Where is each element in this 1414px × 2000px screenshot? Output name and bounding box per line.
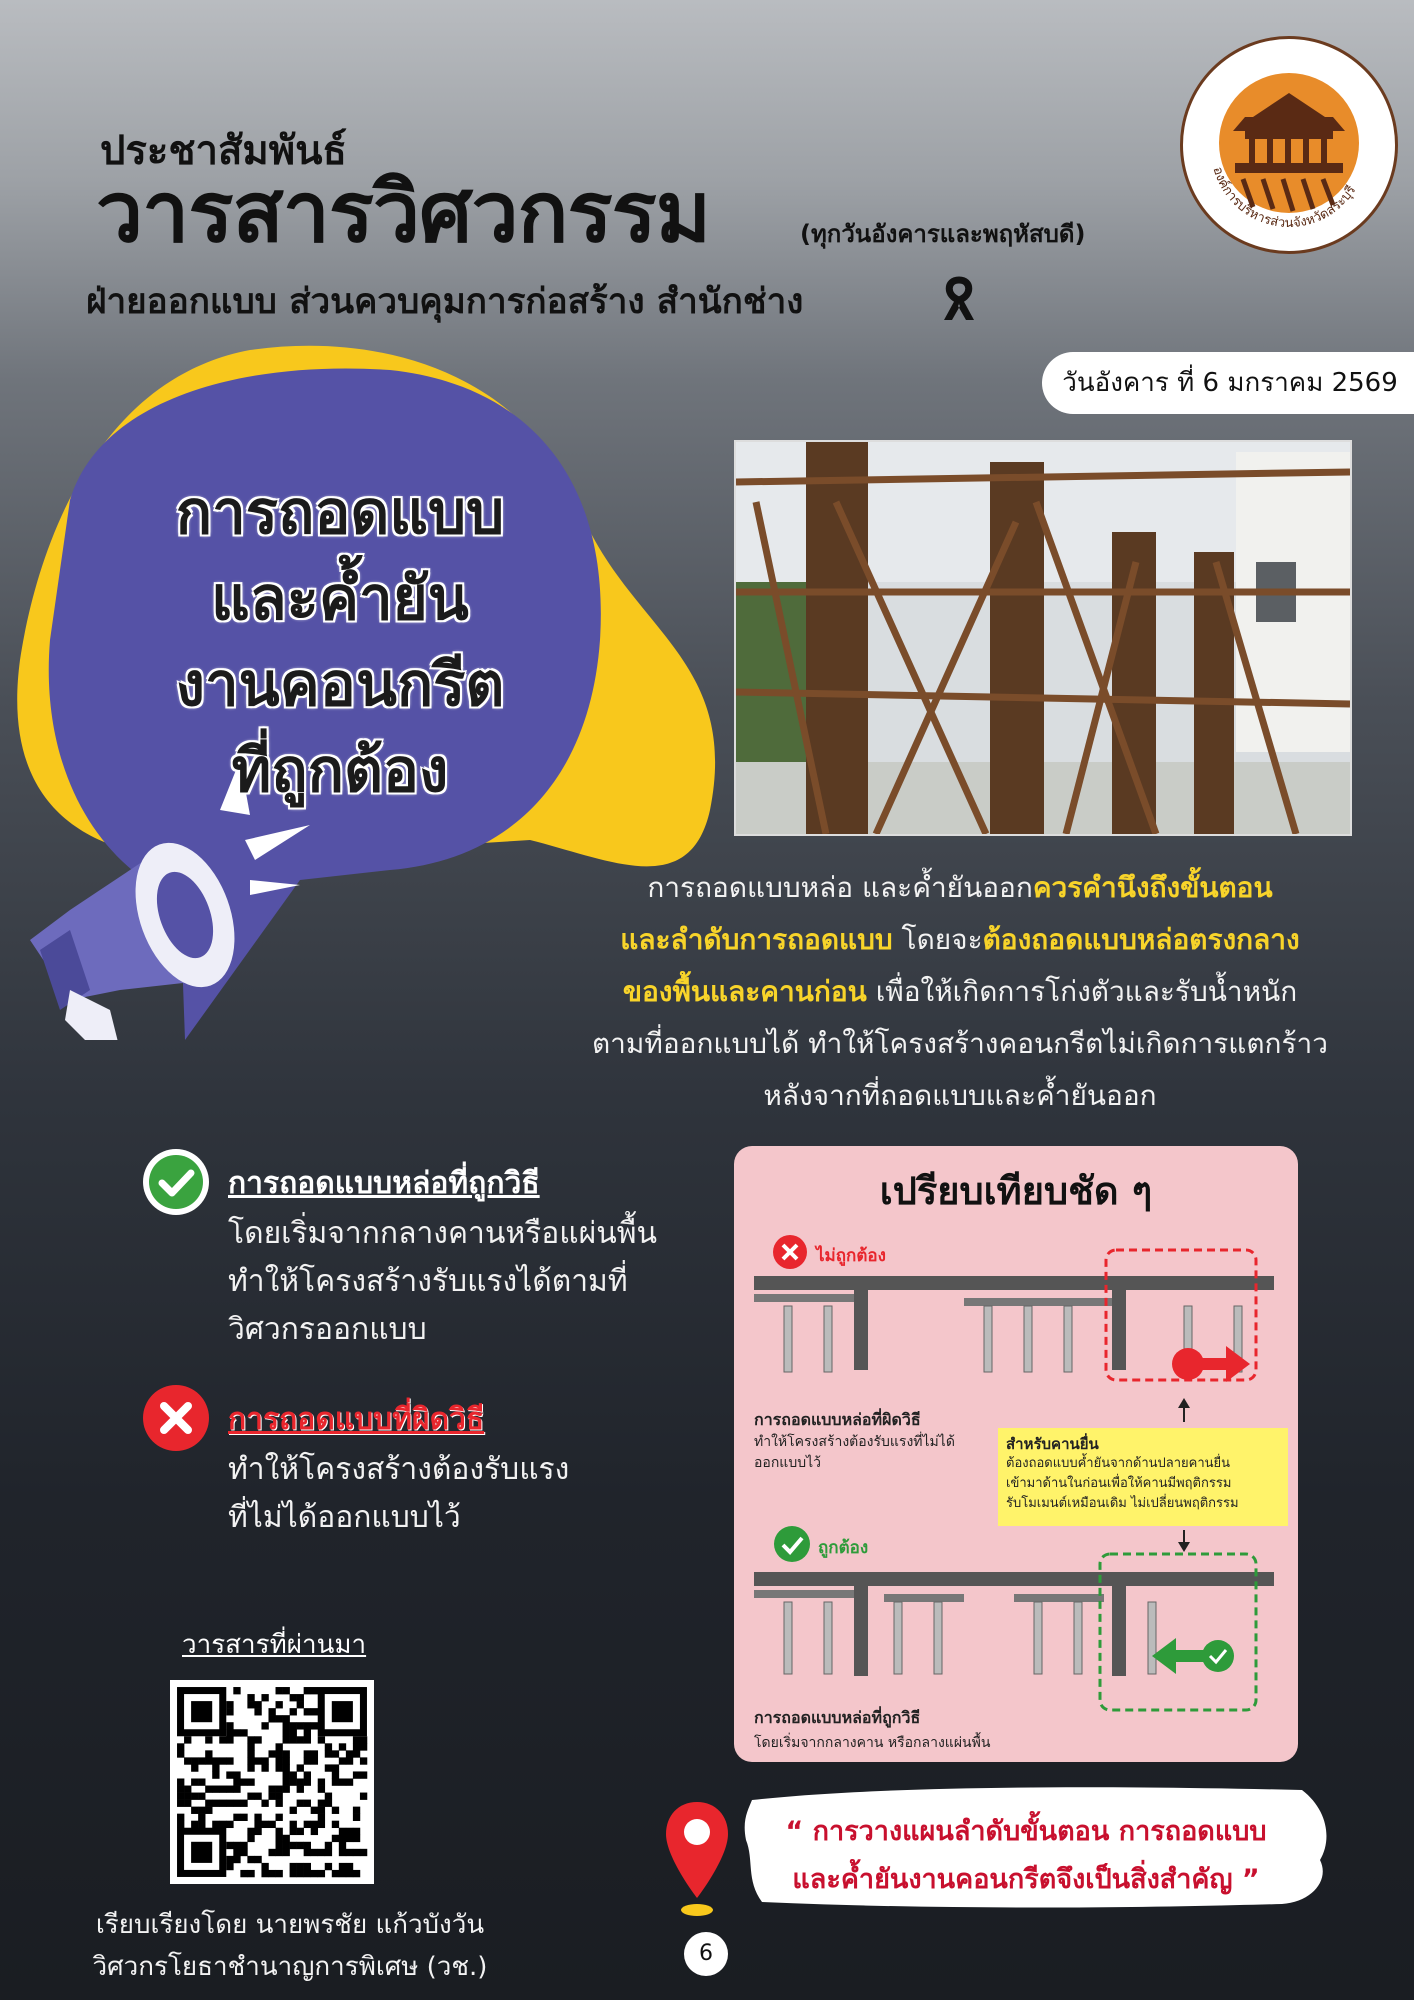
intro-highlight: ของพื้นและคานก่อน xyxy=(622,975,867,1008)
correct-tag-icon xyxy=(774,1526,810,1562)
intro-text: เพื่อให้เกิดการโก่งตัวและรับน้ำหนัก xyxy=(866,975,1298,1008)
correct-line: ทำให้โครงสร้างรับแรงได้ตามที่ xyxy=(228,1264,628,1299)
comparison-title: เปรียบเทียบชัด ๆ xyxy=(879,1169,1153,1213)
intro-text: ตามที่ออกแบบได้ ทำให้โครงสร้างคอนกรีตไม่เกิดการแตกร้าว xyxy=(592,1027,1328,1060)
author-title: วิศวกรโยธาชำนาญการพิเศษ (วช.) xyxy=(92,1952,488,1982)
department-text: ฝ่ายออกแบบ ส่วนควบคุมการก่อสร้าง สำนักช่าง xyxy=(86,282,804,322)
pr-label: ประชาสัมพันธ์ xyxy=(100,128,347,174)
wrong-caption-title: การถอดแบบหล่อที่ผิดวิธี xyxy=(754,1410,921,1429)
note-line: รับโมเมนต์เหมือนเดิม ไม่เปลี่ยนพฤติกรรม xyxy=(1006,1496,1239,1511)
correct-method-body xyxy=(228,1210,657,1354)
arrow-left-icon xyxy=(1152,1638,1234,1674)
intro-highlight: และลำดับการถอดแบบ xyxy=(620,923,893,956)
intro-text: โดยจะ xyxy=(892,923,983,956)
page-number: 6 xyxy=(684,1932,728,1976)
seal-text: องค์การบริหารส่วนจังหวัดสระบุรี xyxy=(1209,165,1360,232)
wrong-method-body xyxy=(228,1446,569,1542)
wrong-line: ที่ไม่ได้ออกแบบไว้ xyxy=(228,1500,461,1535)
quote-line: “ การวางแผนลำดับขั้นตอน การถอดแบบ xyxy=(785,1816,1267,1847)
issue-date: วันอังคาร ที่ 6 มกราคม 2569 xyxy=(1042,352,1414,414)
correct-line: วิศวกรออกแบบ xyxy=(228,1312,427,1347)
wrong-caption-line: ออกแบบไว้ xyxy=(754,1455,821,1471)
journal-title: วารสารวิศวกรรม xyxy=(96,163,711,261)
schedule-text: (ทุกวันอังคารและพฤหัสบดี) xyxy=(800,220,1086,248)
formwork-photo xyxy=(734,440,1352,836)
correct-caption-line: โดยเริ่มจากกลางคาน หรือกลางแผ่นพื้น xyxy=(754,1735,991,1751)
author-credit xyxy=(70,1904,510,1988)
org-seal-logo xyxy=(1180,36,1398,254)
bubble-title-line: งานคอนกรีต xyxy=(175,650,505,720)
bubble-title xyxy=(120,470,560,814)
quote-line: และค้ำยันงานคอนกรีตจึงเป็นสิ่งสำคัญ ” xyxy=(792,1864,1260,1895)
intro-highlight: ต้องถอดแบบหล่อตรงกลาง xyxy=(982,923,1300,956)
cantilever-note-body xyxy=(1006,1454,1239,1514)
wrong-tag-icon xyxy=(773,1235,807,1269)
intro-highlight: ควรคำนึงถึงขั้นตอน xyxy=(1032,871,1273,904)
bubble-title-line: และค้ำยัน xyxy=(211,564,469,634)
check-circle-icon xyxy=(140,1146,212,1218)
correct-tag-label: ถูกต้อง xyxy=(818,1538,869,1558)
wrong-line: ทำให้โครงสร้างต้องรับแรง xyxy=(228,1452,570,1487)
correct-line: โดยเริ่มจากกลางคานหรือแผ่นพื้น xyxy=(228,1216,657,1251)
author-name: เรียบเรียงโดย นายพรชัย แก้วบังวัน xyxy=(95,1910,485,1940)
intro-text: หลังจากที่ถอดแบบและค้ำยันออก xyxy=(763,1079,1157,1112)
wrong-caption-line: ทำให้โครงสร้างต้องรับแรงที่ไม่ได้ xyxy=(754,1434,955,1450)
cantilever-note-title: สำหรับคานยื่น xyxy=(1006,1435,1099,1453)
correct-caption-title: การถอดแบบหล่อที่ถูกวิธี xyxy=(754,1708,921,1727)
qr-code[interactable] xyxy=(170,1680,374,1884)
wrong-caption-body xyxy=(754,1432,955,1474)
note-line: เข้ามาด้านในก่อนเพื่อให้คานมีพฤติกรรม xyxy=(1006,1476,1232,1491)
bubble-title-line: ที่ถูกต้อง xyxy=(231,736,449,806)
past-issues-link[interactable]: วารสารที่ผ่านมา xyxy=(182,1630,367,1660)
correct-method-title: การถอดแบบหล่อที่ถูกวิธี xyxy=(228,1166,540,1201)
key-quote xyxy=(746,1808,1306,1904)
note-line: ต้องถอดแบบค้ำยันจากด้านปลายคานยื่น xyxy=(1006,1456,1231,1471)
location-pin-icon xyxy=(662,1798,732,1918)
x-circle-icon xyxy=(140,1382,212,1454)
bubble-title-line: การถอดแบบ xyxy=(175,478,505,548)
wrong-tag-label: ไม่ถูกต้อง xyxy=(816,1246,886,1266)
intro-paragraph xyxy=(540,862,1380,1122)
intro-text: การถอดแบบหล่อ และค้ำยันออก xyxy=(647,871,1033,904)
wrong-method-title: การถอดแบบที่ผิดวิธี xyxy=(228,1402,485,1437)
comparison-panel xyxy=(734,1146,1298,1762)
mourning-ribbon-icon xyxy=(938,276,980,322)
